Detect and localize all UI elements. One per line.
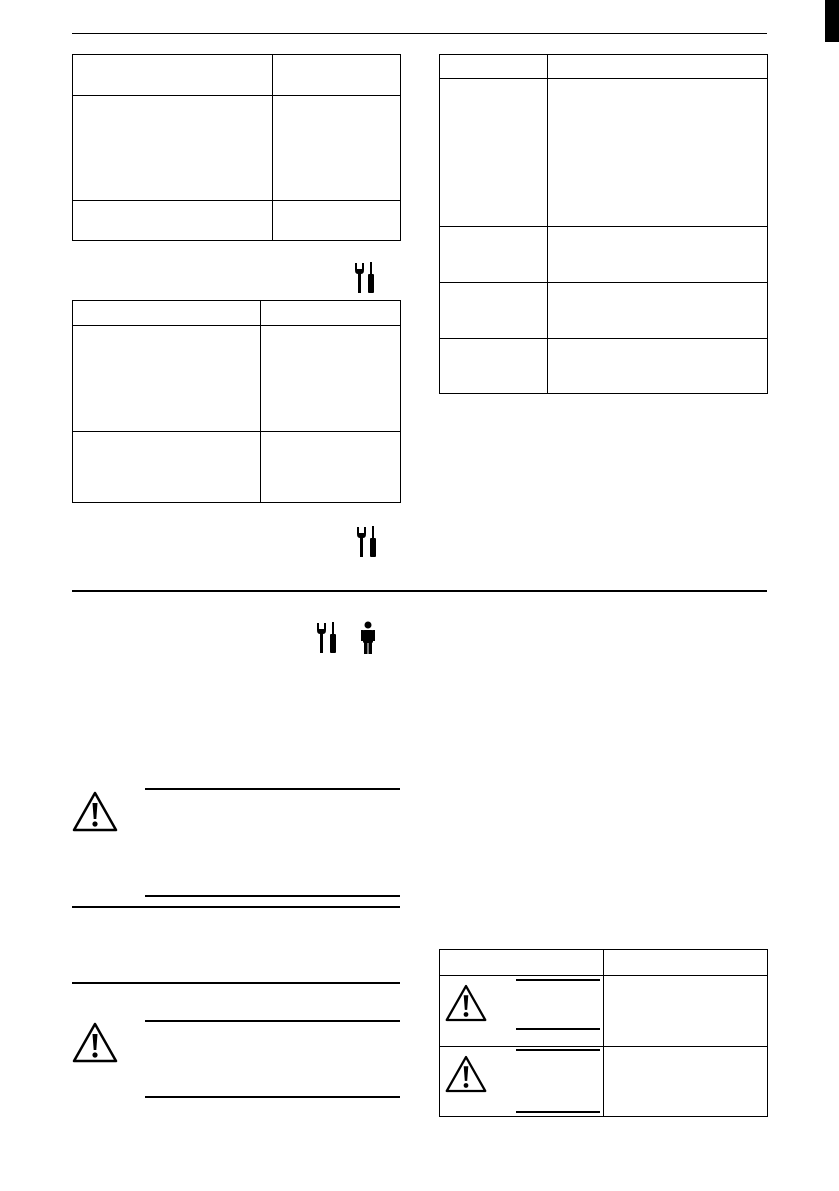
note-rule-bottom	[72, 982, 400, 984]
table-2-col-divider	[260, 301, 261, 502]
tools-icon	[353, 261, 377, 295]
warning-icon	[71, 1021, 119, 1064]
table-3-row-divider	[440, 226, 767, 227]
warning-rule-bottom	[145, 1096, 400, 1098]
table-1-header-divider	[73, 95, 400, 96]
table-4-header-divider	[440, 975, 767, 976]
table-1-row-divider	[73, 200, 400, 201]
note-rule-top	[72, 906, 400, 908]
header-rule	[72, 33, 767, 34]
table-4-cell-rule	[516, 979, 600, 981]
table-4-row-divider	[440, 1046, 767, 1047]
table-1	[72, 54, 401, 241]
table-3	[439, 54, 768, 394]
warning-icon	[444, 1054, 488, 1094]
table-4	[439, 949, 768, 1117]
person-icon	[359, 621, 377, 655]
table-4-cell-rule	[516, 1028, 600, 1030]
table-3-row-divider	[440, 338, 767, 339]
table-3-col-divider	[547, 55, 548, 393]
section-rule	[72, 590, 767, 592]
table-4-cell-rule	[516, 1111, 600, 1113]
warning-icon	[71, 790, 119, 833]
tools-icon	[355, 525, 379, 559]
table-1-col-divider	[272, 55, 273, 240]
tools-icon	[315, 621, 339, 655]
table-3-header-divider	[440, 78, 767, 79]
warning-rule-bottom	[145, 895, 400, 897]
warning-rule-top	[145, 788, 400, 790]
warning-rule-top	[145, 1020, 400, 1022]
warning-icon	[444, 983, 488, 1023]
table-2-row-divider	[73, 431, 400, 432]
table-3-row-divider	[440, 282, 767, 283]
table-2-header-divider	[73, 325, 400, 326]
table-2	[72, 300, 401, 503]
page-number-tab	[825, 0, 839, 42]
table-4-cell-rule	[516, 1049, 600, 1051]
